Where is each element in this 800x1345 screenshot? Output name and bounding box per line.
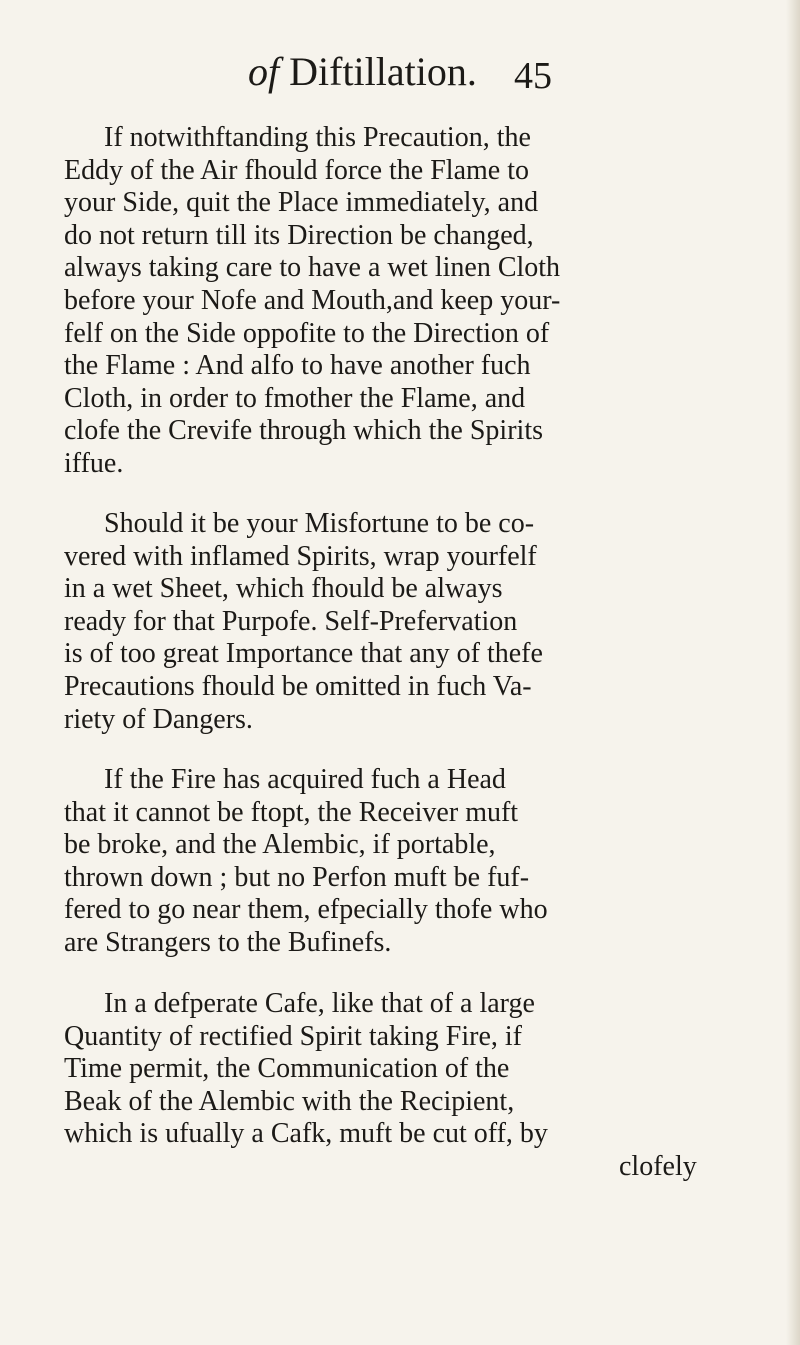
text-line: Precautions fhould be omitted in fuch Va- [64,670,532,702]
chapter-title [248,42,477,102]
text-line: riety of Dangers. [64,703,253,735]
text-line: Quantity of rectified Spirit taking Fire, if [64,1020,523,1052]
text-line: clofe the Crevife through which the Spirits [64,415,543,447]
text-line: thrown down ; but no Perfon muft be fuf- [64,861,530,893]
text-line: always taking care to have a wet linen Cloth [64,252,561,284]
text-line: that it cannot be ftopt, the Receiver muft [64,796,519,828]
text-line: your Side, quit the Place immediately, and [64,187,539,219]
text-line: If notwithftanding this Precaution, the [104,122,531,153]
page-number: 45 [514,55,552,97]
paragraph-2 [64,508,694,736]
page-edge-shadow [786,0,800,1345]
text-line: If the Fire has acquired fuch a Head [104,764,506,795]
text-line: before your Nofe and Mouth,and keep your- [64,284,561,316]
text-line: is of too great Importance that any of thefe [64,638,543,670]
paragraph-4 [64,988,697,1184]
text-line: In a defperate Cafe, like that of a large [104,988,535,1019]
text-line: iffue. [64,447,124,479]
text-line: the Flame : And alfo to have another fuch [64,350,531,382]
text-line: are Strangers to the Bufinefs. [64,926,392,958]
chapter-title-text: Diftillation. [289,49,477,94]
text-line: ready for that Purpofe. Self-Prefervation [64,605,518,637]
text-line: Cloth, in order to fmother the Flame, and [64,382,526,414]
text-line: do not return till its Direction be changed, [64,219,534,251]
paragraph-1 [64,122,694,481]
paragraph-3 [64,764,694,960]
text-line: vered with inflamed Spirits, wrap yourfelf [64,540,537,572]
chapter-title-prefix: of [248,49,280,94]
text-line: in a wet Sheet, which fhould be always [64,573,503,605]
text-line: which is ufually a Cafk, muft be cut off, by [64,1118,548,1150]
text-line: Beak of the Alembic with the Recipient, [64,1085,515,1117]
text-line: Time permit, the Communication of the [64,1053,510,1085]
text-line: be broke, and the Alembic, if portable, [64,829,496,861]
text-line: fered to go near them, efpecially thofe who [64,894,548,926]
running-head [0,42,800,102]
catchword: clofely [619,1150,697,1182]
text-line: felf on the Side oppofite to the Direction of [64,317,550,349]
text-line: Should it be your Misfortune to be co- [104,508,535,539]
text-line: Eddy of the Air fhould force the Flame to [64,154,529,186]
